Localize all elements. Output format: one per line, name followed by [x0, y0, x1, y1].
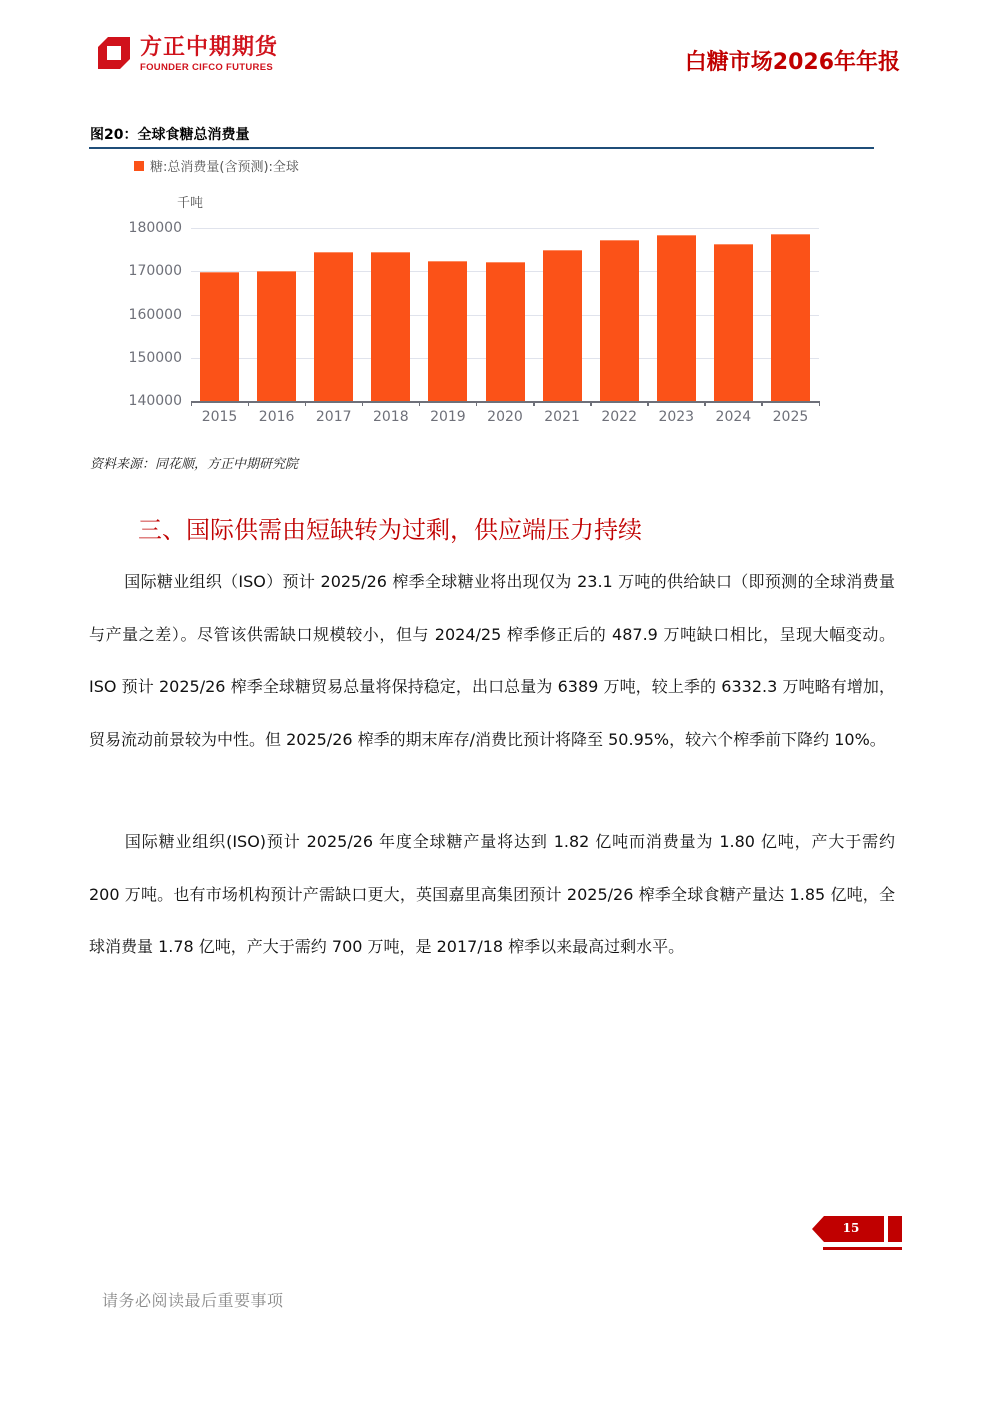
body-paragraph [89, 816, 895, 974]
x-tick-label: 2015 [201, 409, 238, 425]
gridline [191, 228, 819, 229]
x-tick-label: 2025 [772, 409, 809, 425]
bar-2022 [600, 240, 639, 401]
y-tick-label: 160000 [128, 306, 182, 323]
body-paragraph [89, 556, 895, 766]
y-tick-label: 140000 [128, 393, 182, 409]
bar-2025 [771, 234, 810, 401]
x-axis-tick [191, 401, 193, 406]
page-underline [823, 1247, 902, 1250]
bar-2015 [200, 272, 239, 401]
x-tick-label: 2022 [601, 409, 637, 425]
company-name-cn: 方正中期期货 [140, 35, 279, 60]
bar-2016 [257, 271, 296, 401]
x-tick-label: 2024 [715, 409, 752, 425]
x-tick-label: 2021 [544, 409, 580, 425]
y-tick-label: 150000 [128, 349, 182, 366]
x-axis-tick [761, 401, 763, 406]
x-axis-tick [248, 401, 250, 406]
x-tick-label: 2017 [315, 409, 352, 425]
paragraph-text: 国际糖业组织(ISO)预计 2025/26 年度全球糖产量将达到 1.82 亿吨而消费量为 1.80 亿吨，产大于需约 200 万吨。也有市场机构预计产需缺口更大，英国嘉里高集团预计 2025/26 榨季全球食糖产量达 1.85 亿吨，全球消费量 1.78 亿吨，产大于需约 700 万吨，是 2017/18 榨季以来最高过剩水平。 [89, 832, 895, 956]
x-axis-line [191, 401, 820, 403]
bar-2018 [371, 252, 410, 401]
section-heading: 三、国际供需由短缺转为过剩，供应端压力持续 [138, 516, 642, 544]
bar-2021 [543, 250, 582, 401]
y-tick-label: 170000 [128, 263, 182, 280]
x-axis-tick [819, 401, 821, 406]
x-axis-tick [533, 401, 535, 406]
x-axis-tick [305, 401, 307, 406]
x-tick-label: 2018 [372, 409, 409, 425]
paragraph-text: 国际糖业组织（ISO）预计 2025/26 榨季全球糖业将出现仅为 23.1 万吨的供给缺口（即预测的全球消费量与产量之差）。尽管该供需缺口规模较小，但与 2024/25 榨季修正后的 487.9 万吨缺口相比，呈现大幅变动。ISO 预计 2025/26 榨季全球糖贸易总量将保持稳定，出口总量为 6389 万吨，较上季的 6332.3 万吨略有增加，贸易流动前景较为中性。但 2025/26 榨季的期末库存/消费比预计将降至 50.95%，较六个榨季前下降约 10%。 [89, 572, 895, 749]
x-tick-label: 2016 [258, 409, 295, 425]
x-axis-tick [476, 401, 478, 406]
x-tick-label: 2019 [430, 409, 466, 425]
x-tick-label: 2023 [658, 409, 695, 425]
page-number: 15 [842, 1221, 860, 1235]
bar-chart [0, 0, 992, 440]
disclaimer: 请务必阅读最后重要事项 [102, 1291, 284, 1310]
x-axis-tick [419, 401, 421, 406]
company-name-en: FOUNDER CIFCO FUTURES [140, 62, 273, 73]
page-tab-block [888, 1216, 902, 1242]
x-axis-tick [704, 401, 706, 406]
legend-label: 糖:总消费量(含预测):全球 [150, 160, 299, 175]
bar-2024 [714, 244, 753, 401]
figure-source: 资料来源：同花顺，方正中期研究院 [90, 457, 299, 472]
y-tick-label: 180000 [128, 220, 182, 236]
y-axis-unit: 千吨 [177, 196, 204, 211]
bar-2019 [428, 261, 467, 401]
report-title: 白糖市场2026年年报 [684, 50, 900, 75]
x-axis-tick [647, 401, 649, 406]
bar-2020 [486, 262, 525, 401]
x-axis-tick [590, 401, 592, 406]
bar-2017 [314, 252, 353, 401]
bar-2023 [657, 235, 696, 401]
x-axis-tick [362, 401, 364, 406]
x-tick-label: 2020 [487, 409, 523, 425]
figure-title: 图20：全球食糖总消费量 [90, 127, 250, 143]
